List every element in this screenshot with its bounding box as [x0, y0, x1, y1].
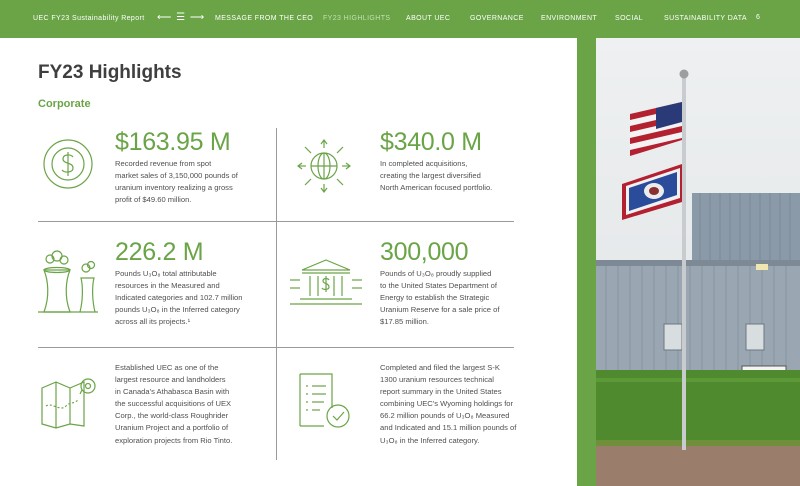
- nav-item-governance[interactable]: GOVERNANCE: [470, 15, 524, 22]
- section-title-corporate: Corporate: [38, 98, 91, 110]
- highlight-desc-sk1300-report: Completed and filed the largest S-K 1300 uranium resources technical report summary in the United States combining UEC's Wyoming holdings for 66.2 million pounds of U₃O₈ Measured and Indicated and 15.1 million pounds of U₃O₈ in the Inferred category.: [380, 363, 517, 445]
- page-number: 6: [756, 14, 760, 21]
- page-title: FY23 Highlights: [38, 62, 182, 83]
- checklist-document-icon: [298, 372, 356, 430]
- grid-divider-vertical: [276, 128, 277, 460]
- highlight-value-acquisitions: $340.0 M: [380, 128, 482, 156]
- highlight-desc-acquisitions: In completed acquisitions, creating the largest diversified North American focused portfolio.: [380, 159, 493, 193]
- mine-office-flag-photo: [596, 38, 800, 486]
- grid-divider-horizontal: [38, 347, 514, 348]
- highlight-desc-revenue: Recorded revenue from spot market sales of 3,150,000 pounds of uranium inventory realizing a gross profit of $49.60 million.: [115, 159, 238, 205]
- highlight-desc-resources: Pounds U₃O₈ total attributable resources in the Measured and Indicated categories and 102.7 million pounds U₃O₈ in the Inferred category across all its projects.¹: [115, 269, 243, 327]
- page-navigation-arrows[interactable]: ⟵ ☰ ⟶: [157, 12, 206, 23]
- bank-dollar-icon: [288, 258, 364, 308]
- nav-item-about-uec[interactable]: ABOUT UEC: [406, 15, 451, 22]
- highlight-value-doe-supply: 300,000: [380, 238, 469, 266]
- nav-item-message-from-ceo[interactable]: MESSAGE FROM THE CEO: [215, 15, 314, 22]
- dollar-coin-icon: [42, 138, 94, 190]
- highlight-desc-doe-supply: Pounds of U₃O₈ proudly supplied to the United States Department of Energy to establish the Strategic Uranium Reserve for a sale price of $17.85 million.: [380, 269, 500, 327]
- globe-arrows-icon: [296, 138, 352, 194]
- highlight-value-revenue: $163.95 M: [115, 128, 231, 156]
- nav-item-fy23-highlights[interactable]: FY23 HIGHLIGHTS: [323, 15, 391, 22]
- nav-item-social[interactable]: SOCIAL: [615, 15, 644, 22]
- report-title[interactable]: UEC FY23 Sustainability Report: [33, 15, 145, 22]
- nav-item-sustainability-data[interactable]: SUSTAINABILITY DATA: [664, 15, 747, 22]
- highlight-desc-athabasca: Established UEC as one of the largest resource and landholders in Canada's Athabasca Basin with the successful acquisitions of UEX Corp., the world-class Roughrider Uranium Project and a portfolio of exploration projects from Rio Tinto.: [115, 363, 233, 445]
- highlight-value-resources: 226.2 M: [115, 238, 204, 266]
- cooling-tower-icon: [36, 250, 100, 316]
- green-accent-strip: [577, 38, 596, 486]
- nav-item-environment[interactable]: ENVIRONMENT: [541, 15, 598, 22]
- grid-divider-horizontal: [38, 221, 514, 222]
- map-pin-icon: [40, 376, 98, 430]
- top-navigation-bar: [0, 0, 800, 38]
